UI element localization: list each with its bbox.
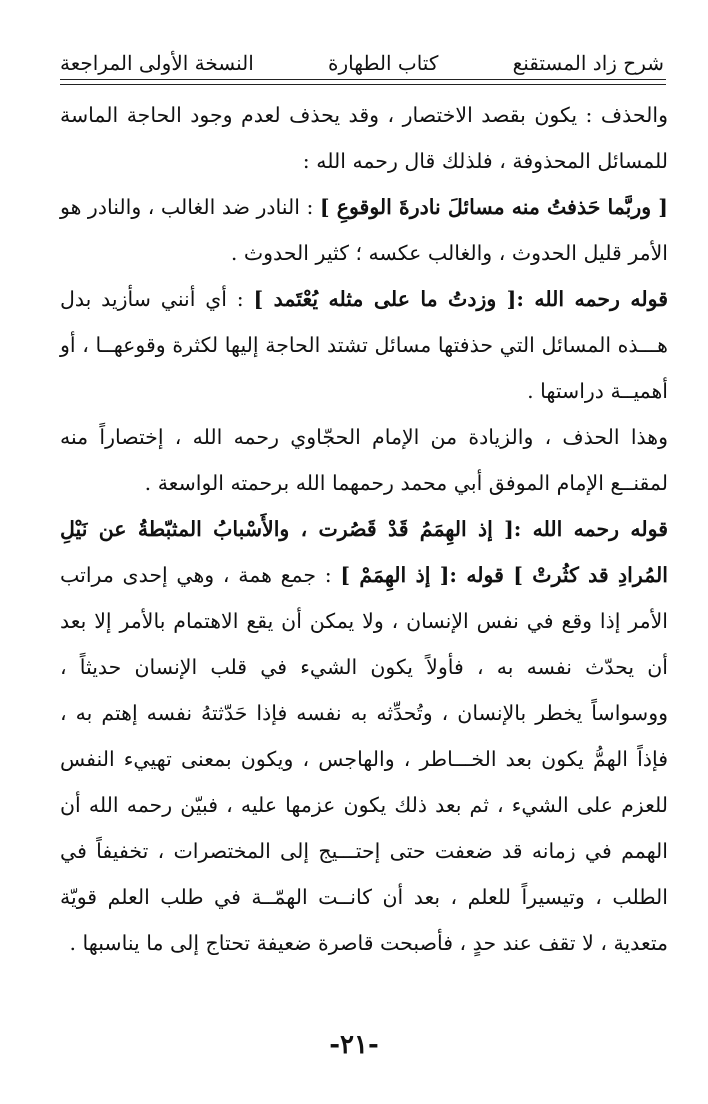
paragraph-text: وهذا الحذف ، والزيادة من الإمام الحجّاوي رحمه الله ، إختصاراً منه لمقنــع الإمام الموفق أبي محمد رحمهما الله برحمته الواسعة . (60, 425, 668, 495)
paragraph-text: والحذف : يكون بقصد الاختصار ، وقد يحذف لعدم وجود الحاجة الماسة للمسائل المحذوفة ، فلذلك قال رحمه الله : (60, 103, 668, 173)
body-text (60, 92, 668, 966)
header-rule-top (60, 79, 666, 80)
paragraph-text: : جمع همة ، وهي إحدى مراتب الأمر إذا وقع في نفس الإنسان ، ولا يمكن أن يقع الاهتمام بالأمر إلا بعد أن يحدّث نفسه به ، فأولاً يكون الشيء في قلب الإنسان حديثاً ، ووسواساً يخطر بالإنسان ، وتُحدِّثه به نفسه فإذا حَدّثتهُ نفسه إهتم به ، فإذاً الهمُّ يكون بعد الخـــاطر ، والهاجس ، ويكون بمعنى تهييء النفس للعزم على الشيء ، ثم بعد ذلك يكون عزمها عليه ، فبيّن رحمه الله أن الهمم في زمانه قد ضعفت حتى إحتـــيج إلى المختصرات ، تخفيفاً في الطلب ، وتيسيراً للعلم ، بعد أن كانــت الهمّــة في طلب العلم قويّة متعدية ، لا تقف عند حدٍ ، فأصبحت قاصرة ضعيفة تحتاج إلى ما يناسبها . (60, 563, 668, 955)
page-number: -٢١- (329, 1030, 379, 1060)
paragraph-lead: [ وربَّما حَذفتُ منه مسائلَ نادرةَ الوقوعِ ] (319, 195, 668, 219)
paragraph-lead: قوله رحمه الله :[ وزدتُ ما على مثله يُعْتَمد ] (253, 287, 668, 311)
running-header (60, 40, 664, 76)
paragraph (60, 184, 668, 276)
paragraph (60, 92, 668, 184)
header-rule-bottom (60, 84, 666, 85)
edition-label: النسخة الأولى المراجعة (60, 51, 254, 75)
paragraph (60, 414, 668, 506)
book-title: شرح زاد المستقنع (512, 51, 664, 75)
paragraph (60, 506, 668, 966)
paragraph-text: : النادر ضد الغالب ، والنادر هو الأمر قليل الحدوث ، والغالب عكسه ؛ كثير الحدوث . (60, 195, 668, 265)
chapter-title: كتاب الطهارة (328, 51, 439, 75)
paragraph (60, 276, 668, 414)
paragraph-lead: قوله رحمه الله :[ إذ الهِمَمُ قَدْ قَصُرت ، والأَسْبابُ المثبّطةُ عن نَيْلِ المُرادِ قد كثُرتْ ] قوله :[ إذ الهِمَمْ ] (60, 517, 668, 587)
paragraph-text: : أي أنني سأزيد بدل هـــذه المسائل التي حذفتها مسائل تشتد الحاجة إليها لكثرة وقوعهــا ، أو أهميــة دراستها . (60, 287, 668, 403)
